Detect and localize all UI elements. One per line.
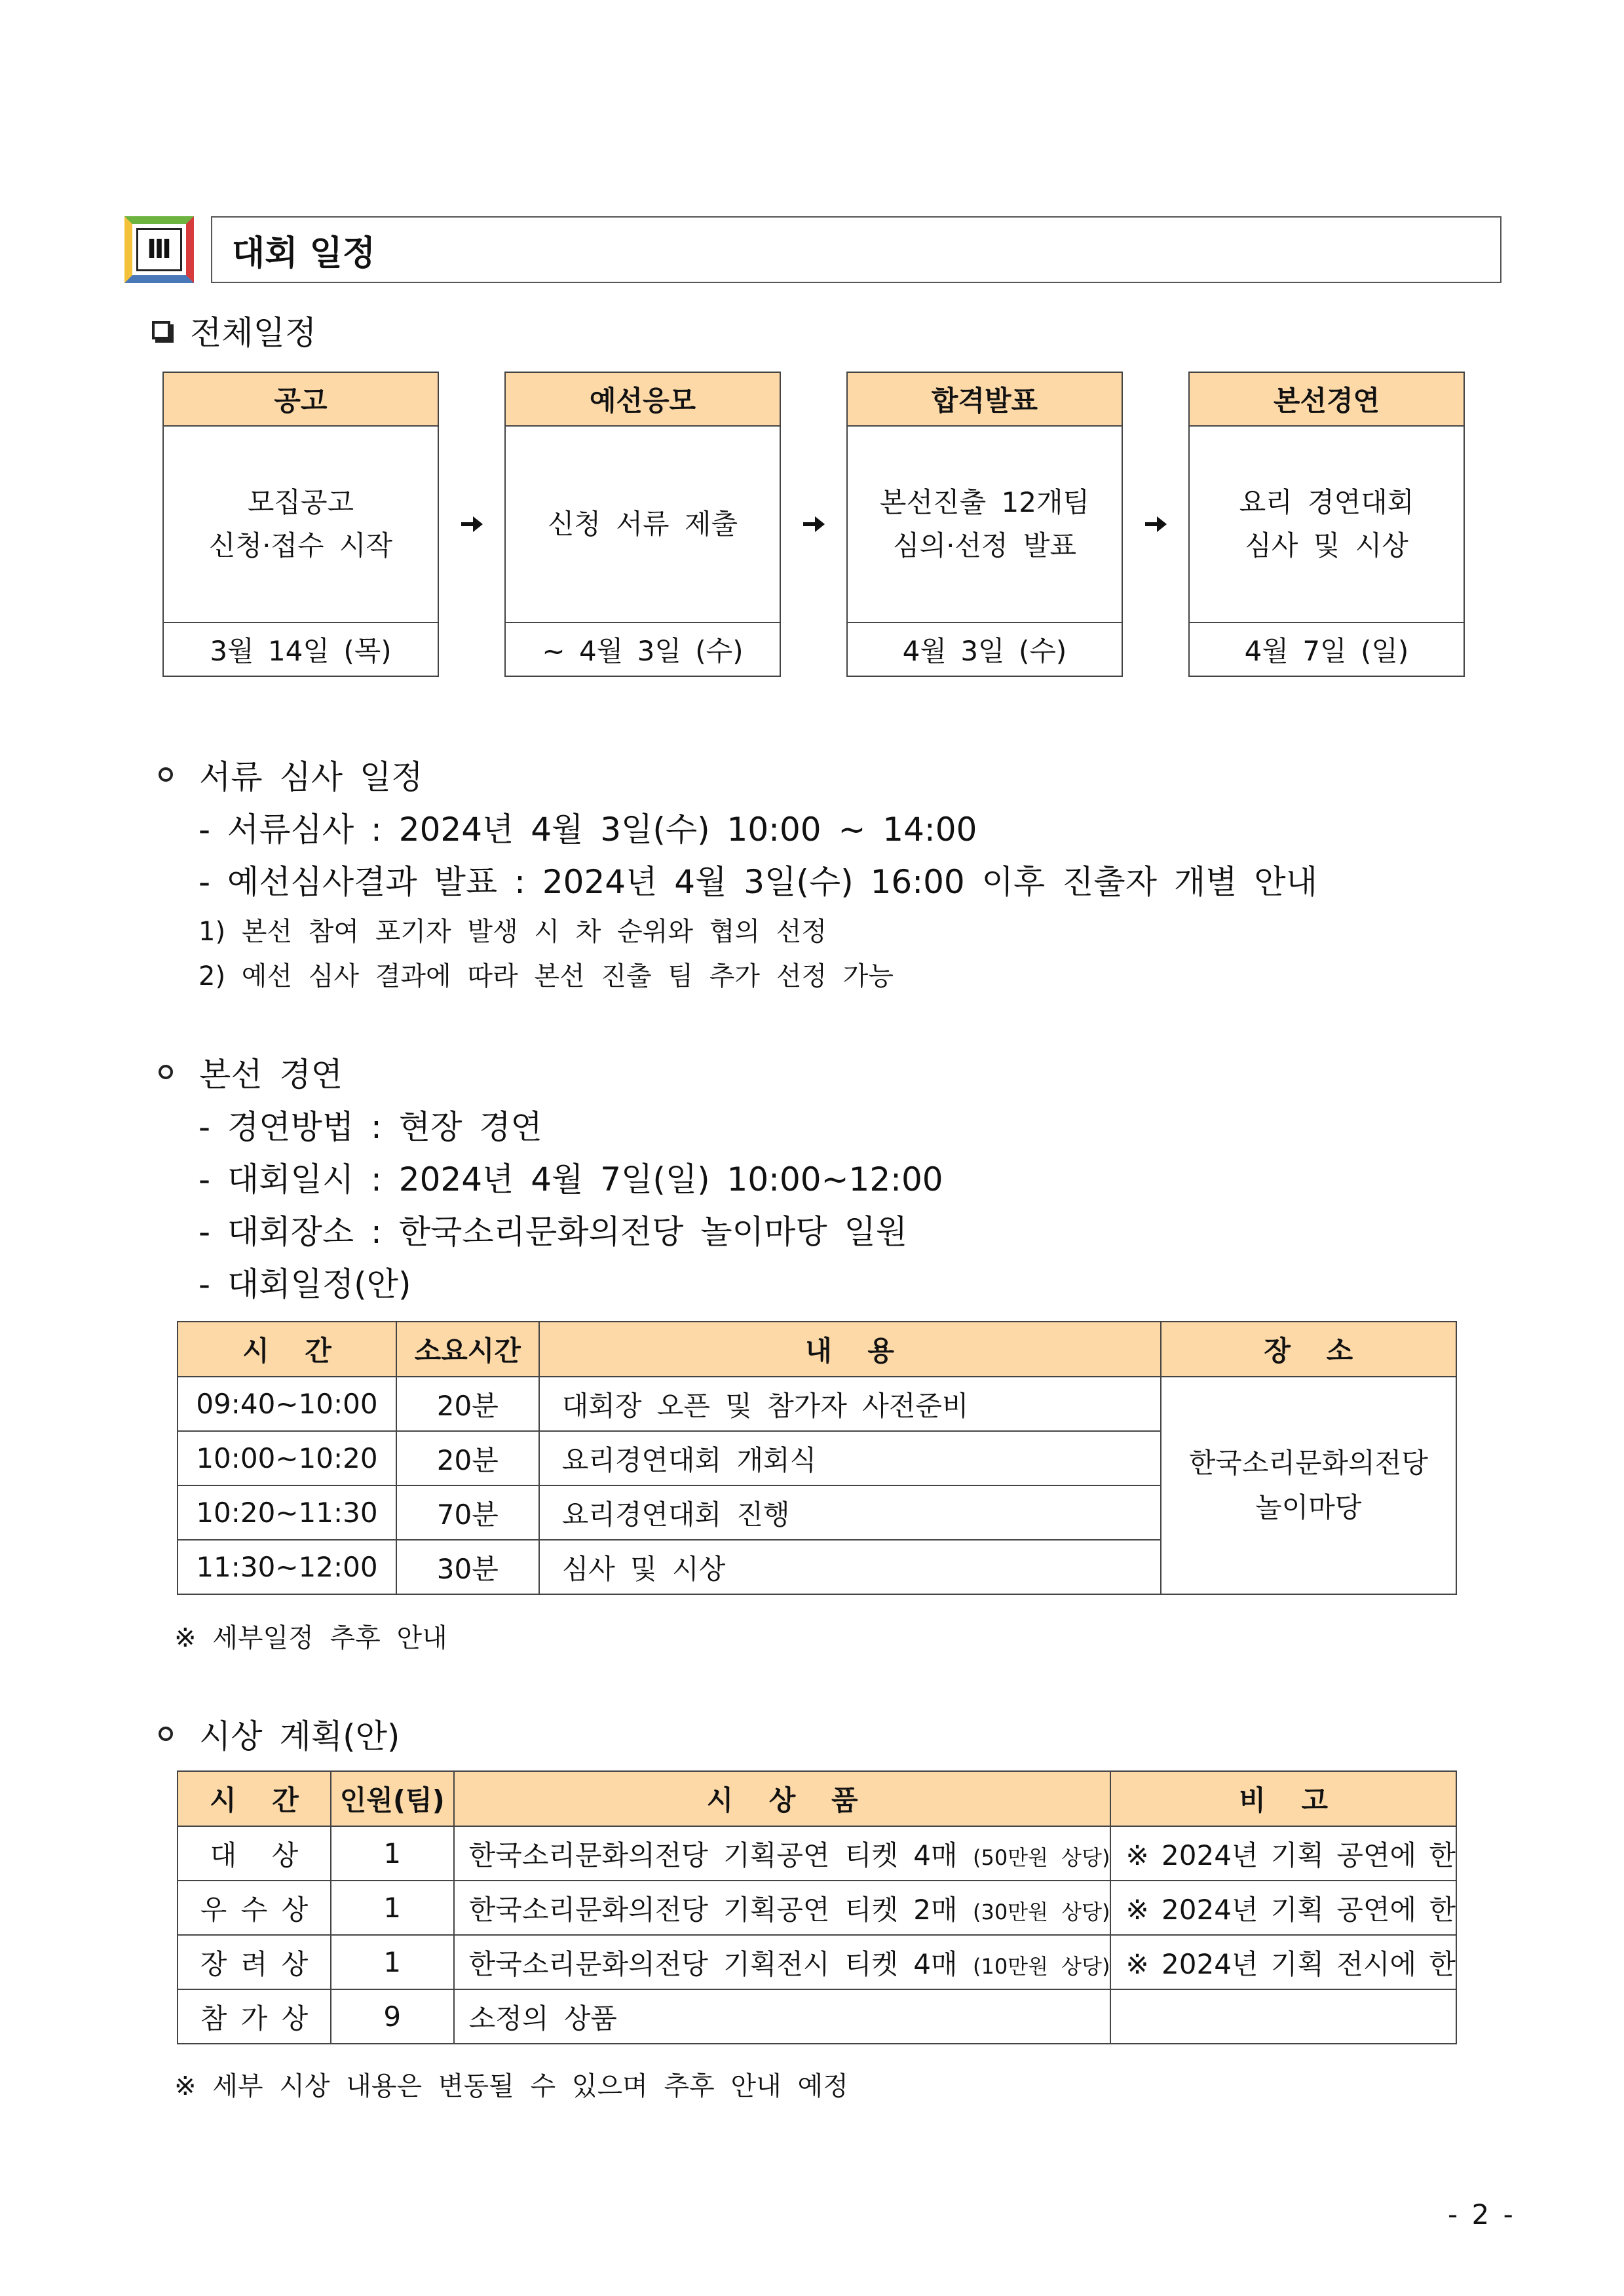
duration-cell: 20분: [396, 1377, 539, 1431]
award-remark-cell: [1110, 1989, 1456, 2044]
finals-item: - 대회일정(안): [198, 1265, 411, 1303]
award-prize-cell: [454, 1935, 1111, 1989]
duration-cell: 70분: [396, 1485, 539, 1540]
flow-step-date: 3월 14일 (목): [210, 635, 392, 667]
award-prize: 한국소리문화의전당 기획공연 티켓 2매: [468, 1893, 958, 1926]
finals-heading: [159, 1048, 343, 1096]
screening-item: - 서류심사 : 2024년 4월 3일(수) 10:00 ~ 14:00: [198, 811, 977, 849]
overall-heading-text: 전체일정: [190, 314, 317, 352]
screening-heading-text: 서류 심사 일정: [199, 758, 423, 796]
section-number-badge: [124, 216, 194, 283]
finals-footnote: ※ 세부일정 추후 안내: [174, 1623, 447, 1653]
table-header-row: [178, 1771, 1456, 1826]
screening-note: 2) 예선 심사 결과에 따라 본선 진출 팀 추가 선정 가능: [198, 961, 894, 991]
table-header: 내 용: [539, 1322, 1161, 1377]
content-cell: 심사 및 시상: [539, 1540, 1161, 1594]
award-name-cell: 우 수 상: [178, 1881, 331, 1935]
circle-bullet-icon: [159, 1065, 173, 1079]
time-cell: 11:30~12:00: [178, 1540, 396, 1594]
finals-heading-text: 본선 경연: [199, 1056, 343, 1094]
flow-step-line: 신청·접수 시작: [208, 529, 393, 562]
table-row: [178, 1377, 1456, 1431]
checkbox-icon: [152, 321, 170, 339]
awards-table: [177, 1770, 1457, 2044]
flow-step-application: [504, 372, 781, 677]
finals-item: - 대회장소 : 한국소리문화의전당 놀이마당 일원: [198, 1213, 908, 1251]
flow-step-line: 모집공고: [247, 486, 354, 518]
page-number: - 2 -: [1448, 2198, 1513, 2230]
table-header: 시 간: [178, 1322, 396, 1377]
flow-step-title: 합격발표: [848, 373, 1122, 427]
flow-step-date: ~ 4월 3일 (수): [542, 635, 744, 667]
section-number: Ⅲ: [136, 228, 182, 271]
time-cell: 09:40~10:00: [178, 1377, 396, 1431]
award-name-cell: 참 가 상: [178, 1989, 331, 2044]
flow-step-line: 본선진출 12개팀: [879, 486, 1090, 518]
screening-heading: [159, 751, 423, 798]
award-value: (50만원 상당): [972, 1845, 1110, 1870]
awards-heading-text: 시상 계획(안): [199, 1717, 400, 1755]
arrow-right-icon: [459, 511, 485, 537]
time-cell: 10:20~11:30: [178, 1485, 396, 1540]
table-header-row: [178, 1322, 1456, 1377]
place-cell: [1161, 1377, 1456, 1594]
award-name-cell: 장 려 상: [178, 1935, 331, 1989]
table-row: [178, 1881, 1456, 1935]
table-header: 소요시간: [396, 1322, 539, 1377]
arrow-right-icon: [1142, 511, 1169, 537]
overall-heading: [152, 307, 316, 354]
award-remark-cell: ※ 2024년 기획 전시에 한: [1110, 1935, 1456, 1989]
finals-item: - 경연방법 : 현장 경연: [198, 1108, 542, 1146]
flow-step-announcement: [162, 372, 439, 677]
finals-item: - 대회일시 : 2024년 4월 7일(일) 10:00~12:00: [198, 1160, 943, 1198]
award-prize: 한국소리문화의전당 기획전시 티켓 4매: [468, 1947, 958, 1980]
award-prize: 한국소리문화의전당 기획공연 티켓 4매: [468, 1839, 958, 1871]
award-count-cell: 1: [331, 1881, 454, 1935]
flow-step-body: [164, 427, 438, 623]
flow-step-title: 예선응모: [506, 373, 780, 427]
duration-cell: 30분: [396, 1540, 539, 1594]
awards-heading: [159, 1710, 400, 1757]
flow-step-body: [506, 427, 780, 623]
table-header: 시 간: [178, 1771, 331, 1826]
flow-step-date: 4월 7일 (일): [1244, 635, 1409, 667]
awards-footnote: ※ 세부 시상 내용은 변동될 수 있으며 추후 안내 예정: [174, 2071, 848, 2101]
award-prize-cell: [454, 1826, 1111, 1881]
content-cell: 대회장 오픈 및 참가자 사전준비: [539, 1377, 1161, 1431]
flow-step-body: [1190, 427, 1463, 623]
table-header: 시 상 품: [454, 1771, 1111, 1826]
award-remark-cell: ※ 2024년 기획 공연에 한: [1110, 1826, 1456, 1881]
table-row: [178, 1989, 1456, 2044]
flow-step-title: 본선경연: [1190, 373, 1463, 427]
table-header: 장 소: [1161, 1322, 1456, 1377]
content-cell: 요리경연대회 개회식: [539, 1431, 1161, 1485]
award-value: (30만원 상당): [972, 1899, 1110, 1924]
section-title: 대회 일정: [211, 216, 1501, 283]
flow-step-date: 4월 3일 (수): [902, 635, 1067, 667]
finals-schedule-table: [177, 1321, 1457, 1595]
table-row: [178, 1826, 1456, 1881]
award-count-cell: 1: [331, 1826, 454, 1881]
award-remark-cell: ※ 2024년 기획 공연에 한: [1110, 1881, 1456, 1935]
flow-step-line: 심의·선정 발표: [892, 529, 1077, 562]
flow-step-title: 공고: [164, 373, 438, 427]
content-cell: 요리경연대회 진행: [539, 1485, 1161, 1540]
flow-step-results: [846, 372, 1123, 677]
award-value: (10만원 상당): [972, 1953, 1110, 1979]
flow-step-line: 심사 및 시상: [1245, 529, 1408, 562]
table-row: [178, 1935, 1456, 1989]
award-count-cell: 9: [331, 1989, 454, 2044]
circle-bullet-icon: [159, 767, 173, 782]
arrow-right-icon: [801, 511, 827, 537]
award-name-cell: 대 상: [178, 1826, 331, 1881]
place-line: 놀이마당: [1255, 1491, 1362, 1523]
award-count-cell: 1: [331, 1935, 454, 1989]
flow-step-finals: [1188, 372, 1465, 677]
duration-cell: 20분: [396, 1431, 539, 1485]
flow-step-line: 신청 서류 제출: [547, 508, 738, 540]
time-cell: 10:00~10:20: [178, 1431, 396, 1485]
award-prize-cell: [454, 1881, 1111, 1935]
award-prize-cell: [454, 1989, 1111, 2044]
place-line: 한국소리문화의전당: [1188, 1447, 1428, 1479]
flow-step-line: 요리 경연대회: [1239, 486, 1414, 518]
table-header: 인원(팀): [331, 1771, 454, 1826]
flow-step-body: [848, 427, 1122, 623]
table-header: 비 고: [1110, 1771, 1456, 1826]
screening-item: - 예선심사결과 발표 : 2024년 4월 3일(수) 16:00 이후 진출자 개별 안내: [198, 863, 1317, 901]
award-prize: 소정의 상품: [468, 2002, 617, 2035]
circle-bullet-icon: [159, 1727, 173, 1741]
screening-note: 1) 본선 참여 포기자 발생 시 차 순위와 협의 선정: [198, 917, 827, 947]
